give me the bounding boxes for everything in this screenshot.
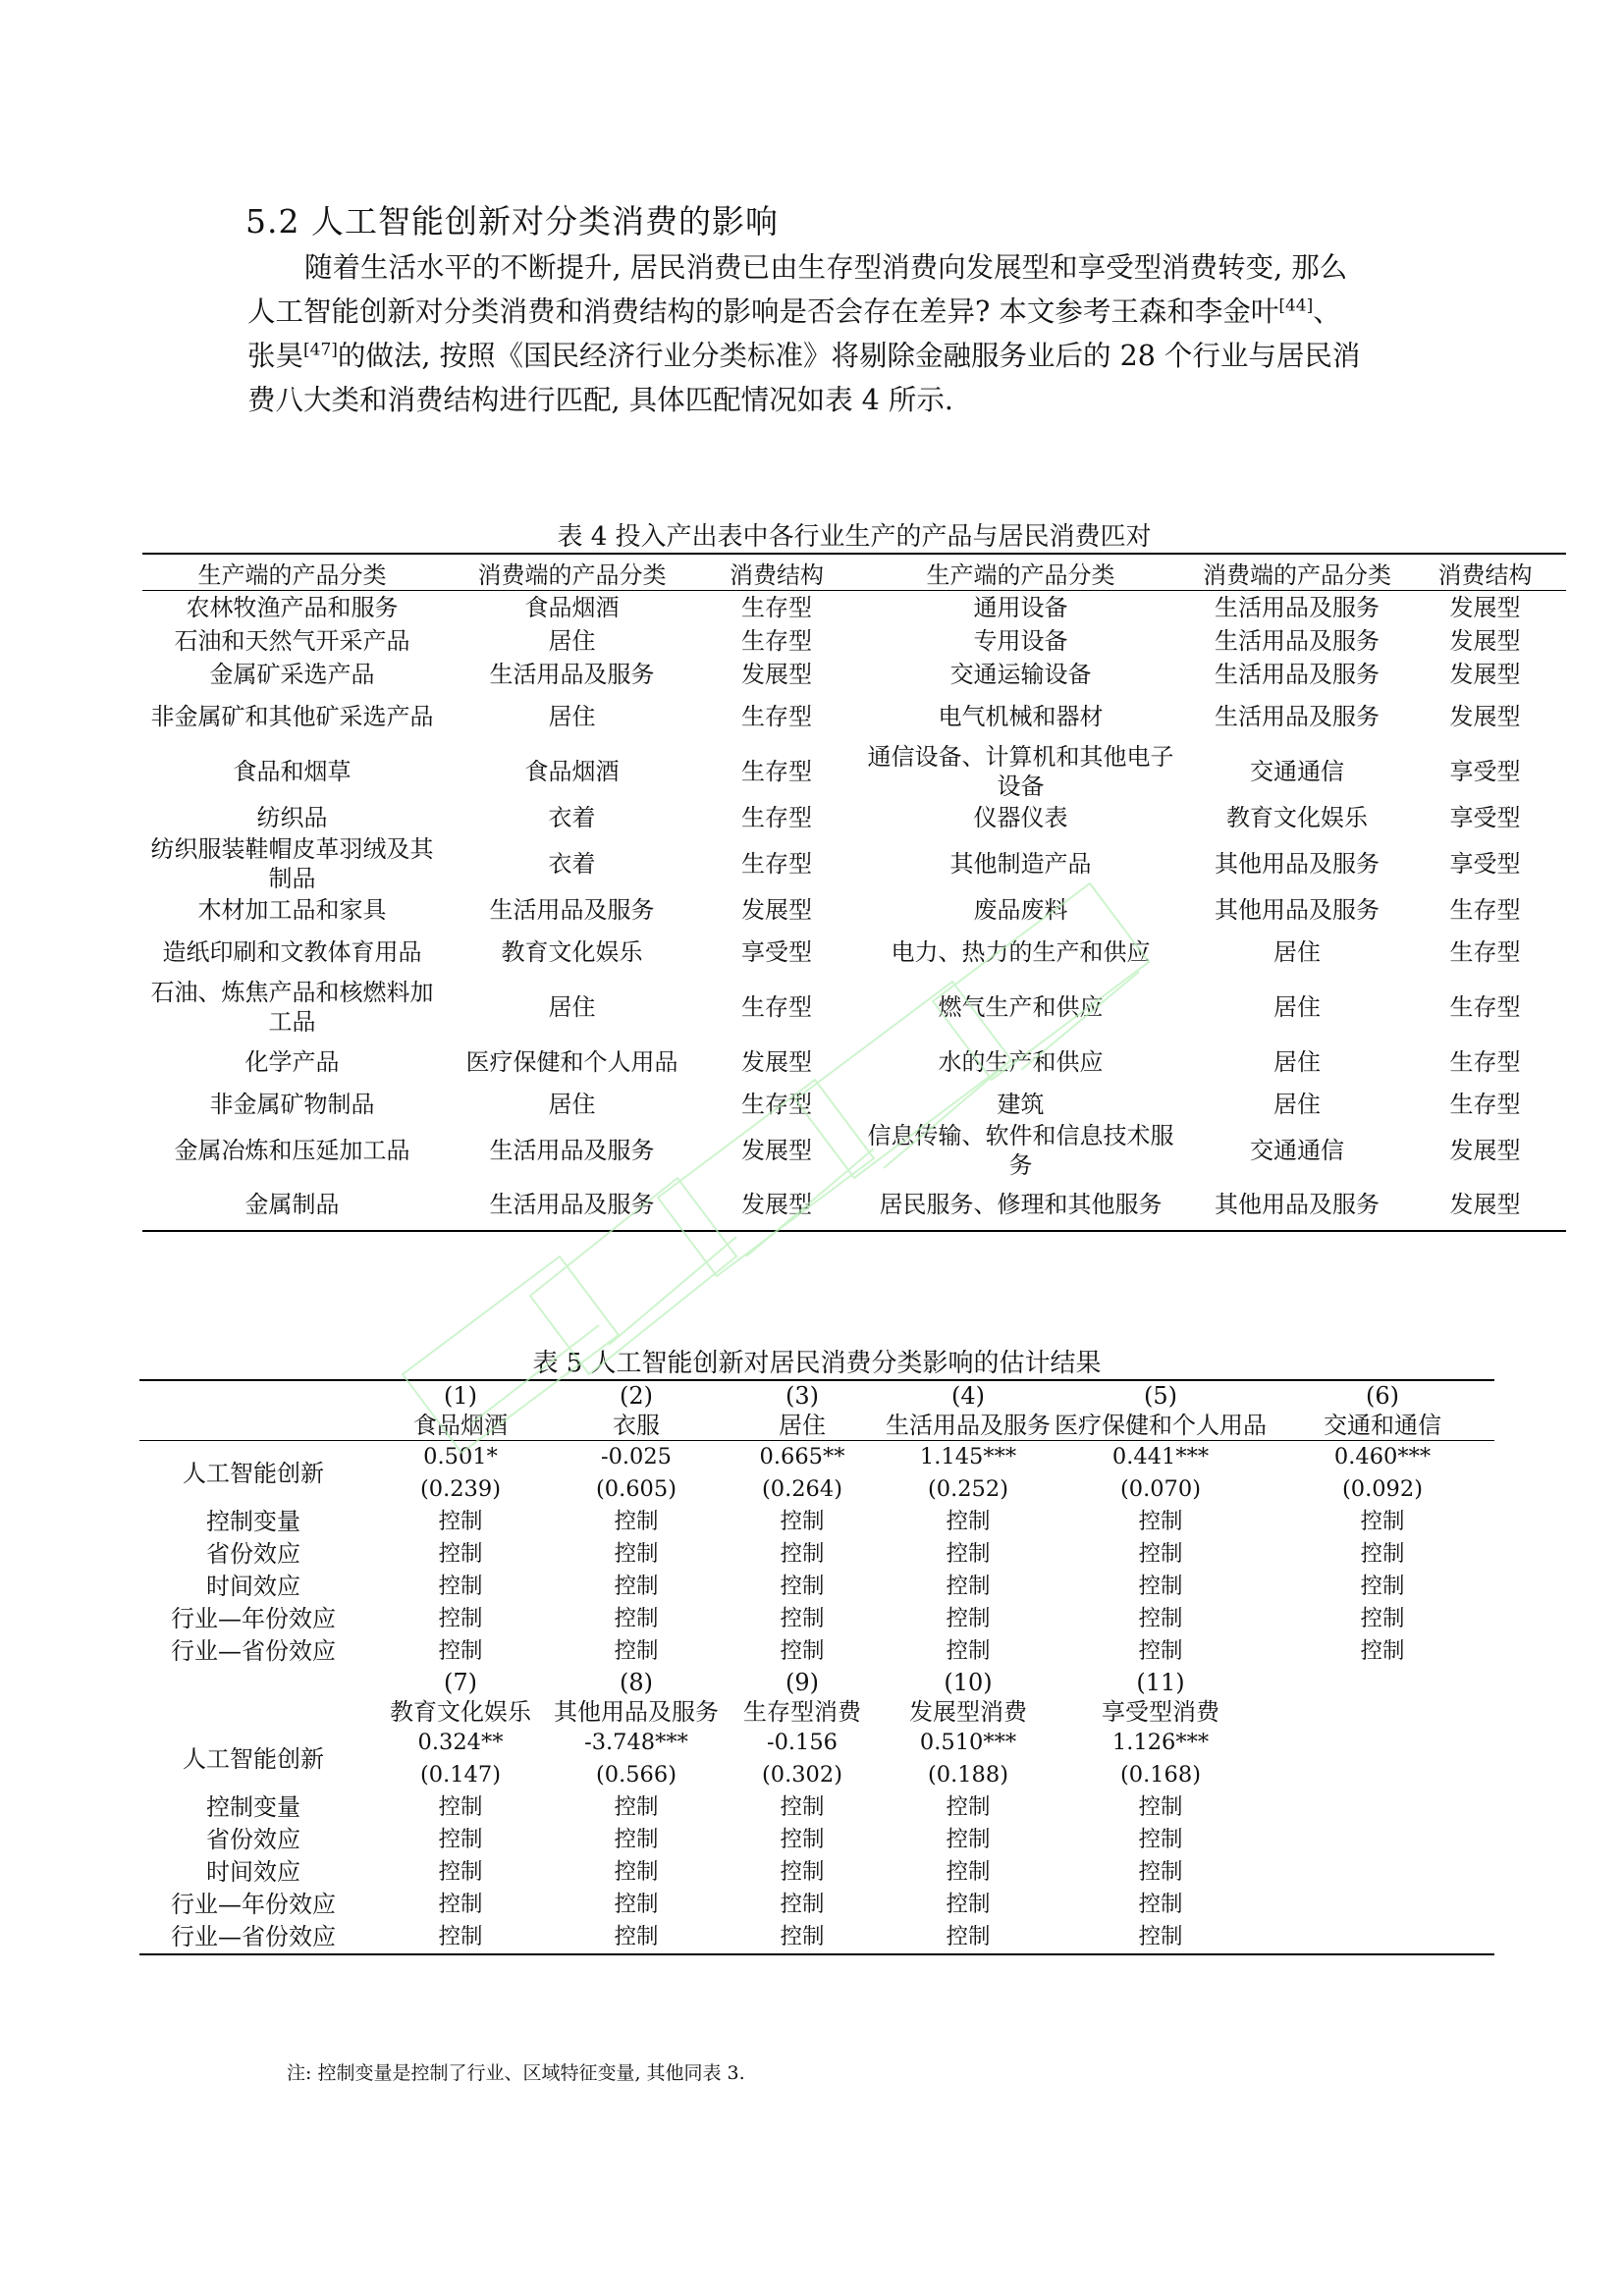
table4-cell: 纺织品 [256,803,328,831]
table5-coef: -0.025 [600,1444,672,1469]
table5-label: 行业—年份效应 [171,1891,336,1918]
table4-cell: 水的生产和供应 [938,1047,1104,1076]
paragraph-line [247,290,1341,330]
table4-cell: 发展型 [1449,593,1521,621]
table5-control-row [139,1921,1494,1954]
table5-label [139,1668,367,1697]
paragraph-text: 人工智能创新对分类消费和消费结构的影响是否会存在差异? 本文参考王森和李金叶 [247,295,1279,328]
table4-header: 生产端的产品分类 [142,554,442,591]
table5-colname: 生活用品及服务 [886,1412,1051,1439]
table5-control-value: 控制 [1360,1509,1405,1534]
table5-colnum: (8) [620,1669,653,1696]
paragraph-line: 随着生活水平的不断提升, 居民消费已由生存型消费向发展型和享受型消费转变, 那么 [304,251,1348,284]
table5-se: (0.264) [762,1476,842,1502]
table4-cell: 居住 [548,626,596,655]
table5-label: 行业—年份效应 [171,1605,336,1632]
table4-cell: 交通通信 [1250,1136,1344,1164]
table4-cell: 信息传输、软件和信息技术服务 [867,1121,1174,1179]
table5-control-value: 控制 [614,1541,659,1567]
table4-cell: 享受型 [741,937,812,966]
table5-label [139,1697,367,1727]
table4-cell: 生存型 [741,626,812,655]
table5-control-value: 控制 [1360,1638,1405,1664]
table5-control-row [139,1856,1494,1889]
table5-control-value: 控制 [554,1921,719,1954]
table5-se: (0.302) [762,1762,842,1788]
table5-colnum: (7) [444,1669,477,1696]
table4-row [142,658,1566,691]
table5-control-row [139,1603,1494,1635]
table5-control-value: 控制 [780,1574,825,1599]
table4-cell: 生活用品及服务 [442,1180,702,1231]
table5-control-value: 控制 [946,1541,991,1567]
table4-header: 消费结构 [1404,554,1566,591]
table5-label: 控制变量 [206,1793,300,1821]
table4-cell: 发展型 [741,895,812,924]
table5-coef: -3.748*** [584,1730,688,1755]
table5 [139,1379,1494,1955]
table4-cell: 生存型 [1449,1047,1521,1076]
table5-se: (0.252) [928,1476,1008,1502]
table4-cell: 生存型 [741,992,812,1021]
table4-cell: 其他制造产品 [949,849,1092,878]
table4-cell: 生存型 [741,803,812,831]
table5-se: (0.188) [928,1762,1008,1788]
table5-colnum: (9) [785,1669,819,1696]
table5-label: 时间效应 [206,1573,300,1600]
table5-control-value: 控制 [780,1794,825,1820]
table5-label: 省份效应 [206,1540,300,1568]
table5-control-value: 控制 [1138,1892,1183,1917]
table5-coef: 1.145*** [919,1444,1017,1469]
table5-colname: 生存型消费 [743,1698,861,1726]
table5-control-value: 控制 [614,1892,659,1917]
table4-row [142,591,1566,624]
table5-control-value: 控制 [438,1827,483,1852]
table5-colnum: (6) [1271,1380,1494,1411]
table4-cell: 发展型 [741,1136,812,1164]
table5-control-value: 控制 [780,1638,825,1664]
table5-control-row [139,1791,1494,1824]
table5-se: (0.147) [420,1762,501,1788]
table5-colname: 其他用品及服务 [554,1698,719,1726]
table5-control-value: 控制 [946,1794,991,1820]
paragraph-text: 、 [1313,295,1341,328]
table5-coef-row [139,1441,1494,1474]
table5-se: (0.605) [596,1476,677,1502]
table5-control-value: 控制 [614,1859,659,1885]
table5-control-value: 控制 [780,1606,825,1631]
table5-control-value: 控制 [367,1921,554,1954]
table4-cell: 非金属矿物制品 [209,1090,375,1118]
table4-cell: 食品和烟草 [233,757,352,785]
table5-label [139,1411,367,1441]
table5-colnum: (5) [1051,1380,1271,1411]
paragraph-line [247,334,1360,374]
table5-colname: 食品烟酒 [367,1411,554,1441]
table5-control-value: 控制 [614,1509,659,1534]
table4-cell: 生存型 [741,849,812,878]
table4-cell: 纺织服装鞋帽皮革羽绒及其制品 [150,834,434,892]
table5-control-value: 控制 [780,1541,825,1567]
table4-row [142,742,1566,801]
table4-row [142,834,1566,893]
table5-note: 注: 控制变量是控制了行业、区域特征变量, 其他同表 3. [287,2062,745,2084]
table4-cell: 教育文化娱乐 [1226,803,1368,831]
table5-label: 人工智能创新 [183,1459,324,1487]
table4-cell: 享受型 [1449,757,1521,785]
table5-se: (0.239) [420,1476,501,1502]
table4-cell: 衣着 [548,849,596,878]
table4-cell: 发展型 [1449,702,1521,730]
table5-control-value: 控制 [438,1509,483,1534]
table4-cell: 仪器仪表 [973,803,1068,831]
table5-colname: 教育文化娱乐 [390,1698,531,1726]
table5-control-value: 控制 [438,1541,483,1567]
table5-control-value: 控制 [614,1574,659,1599]
table4-cell: 其他用品及服务 [1215,849,1380,878]
table5-colnum: (1) [367,1380,554,1411]
table5-label [139,1380,367,1411]
table5-coef-row [139,1727,1494,1759]
table4-header-row [142,554,1566,591]
table5-control-value: 控制 [1138,1638,1183,1664]
table5-colname: 享受型消费 [1102,1698,1219,1726]
table5-control-value [1271,1889,1494,1921]
table4-cell: 交通运输设备 [949,660,1092,688]
table5-control-value: 控制 [438,1638,483,1664]
table4-row [142,1121,1566,1180]
table5-caption: 表 5 人工智能创新对居民消费分类影响的估计结果 [532,1349,1102,1378]
table4-cell: 专用设备 [973,626,1068,655]
table4-header: 消费端的产品分类 [442,554,702,591]
table4-cell: 发展型 [702,1180,851,1231]
table5-control-value: 控制 [614,1827,659,1852]
table5-colnum: (4) [886,1380,1051,1411]
table4-cell: 居民服务、修理和其他服务 [851,1180,1190,1231]
table5-control-value: 控制 [1138,1606,1183,1631]
table5-control-value: 控制 [946,1859,991,1885]
table4-row [142,1180,1566,1231]
table5-control-value [1271,1921,1494,1954]
table5-colnum: (10) [944,1669,993,1696]
table5-control-value: 控制 [438,1606,483,1631]
table4-cell: 生存型 [1449,992,1521,1021]
table4-row [142,927,1566,978]
table5-label: 时间效应 [206,1858,300,1886]
table4-cell: 生存型 [741,1090,812,1118]
table5-control-value [1271,1824,1494,1856]
table4-row [142,801,1566,834]
table5-se: (0.566) [596,1762,677,1788]
table4-cell: 燃气生产和供应 [938,992,1104,1021]
table5-control-row [139,1635,1494,1668]
table5-control-value: 控制 [1360,1541,1405,1567]
table5-colnum: (3) [719,1380,886,1411]
table4-cell: 生活用品及服务 [1215,660,1380,688]
table4-header: 生产端的产品分类 [851,554,1190,591]
table5-se: (0.092) [1342,1476,1423,1502]
table4-row [142,624,1566,658]
table4-cell: 享受型 [1449,849,1521,878]
table5-coef: 0.501* [423,1444,498,1469]
table5-label: 人工智能创新 [183,1744,324,1773]
paragraph-line: 费八大类和消费结构进行匹配, 具体匹配情况如表 4 所示. [247,384,953,416]
table5-control-value: 控制 [438,1574,483,1599]
table4-header: 消费端的产品分类 [1190,554,1404,591]
table4-cell: 化学产品 [244,1047,340,1076]
table5-control-value: 控制 [614,1794,659,1820]
table5-control-value: 控制 [614,1606,659,1631]
table5-coef: 1.126*** [1111,1730,1210,1755]
table4-cell: 石油、炼焦产品和核燃料加工品 [150,978,434,1036]
citation-ref[interactable]: [44] [1278,295,1314,316]
table5-label: 控制变量 [206,1508,300,1535]
table4-cell: 发展型 [1449,1136,1521,1164]
citation-ref[interactable]: [47] [303,340,338,360]
table4-cell: 通信设备、计算机和其他电子设备 [867,742,1174,800]
table4-row [142,1088,1566,1121]
table5-control-value: 控制 [946,1638,991,1664]
table5-coef: 0.441*** [1111,1444,1210,1469]
table5-coef: 0.460*** [1333,1444,1432,1469]
table5-control-value: 控制 [1138,1794,1183,1820]
table4-cell: 居住 [548,992,596,1021]
table5-control-value [1271,1791,1494,1824]
table4-cell: 废品废料 [973,895,1068,924]
table5-control-value: 控制 [1138,1509,1183,1534]
table5-label: 行业—省份效应 [139,1921,367,1954]
table4-cell: 金属矿采选产品 [209,660,375,688]
table5-control-row [139,1889,1494,1921]
table4-cell: 生活用品及服务 [1215,702,1380,730]
table5-control-value: 控制 [946,1892,991,1917]
table5-control-value: 控制 [780,1859,825,1885]
table4-cell: 金属制品 [142,1180,442,1231]
table5-control-value: 控制 [438,1794,483,1820]
table4-cell: 电气机械和器材 [938,702,1104,730]
table4-header: 消费结构 [702,554,851,591]
table4-cell: 生存型 [741,757,812,785]
table5-coef [1271,1727,1494,1759]
table4-cell: 居住 [1273,1047,1321,1076]
table4-cell: 通用设备 [973,593,1068,621]
table4-row [142,691,1566,742]
table5-control-value: 控制 [719,1921,886,1954]
table5-colname [1271,1697,1494,1727]
table5-control-value: 控制 [1360,1574,1405,1599]
table5-coef: 0.665** [759,1444,845,1469]
table5-label: 省份效应 [206,1826,300,1853]
paragraph-text: 的做法, 按照《国民经济行业分类标准》将剔除金融服务业后的 28 个行业与居民消 [337,340,1361,372]
table4-cell: 发展型 [1404,1180,1566,1231]
table5-colnum: (2) [554,1380,719,1411]
table5-colname: 衣服 [554,1411,719,1441]
table4-cell: 生存型 [1449,895,1521,924]
table4-cell: 生活用品及服务 [489,1136,655,1164]
table5-colname: 居住 [719,1411,886,1441]
table4-cell: 发展型 [1449,626,1521,655]
table4-cell: 木材加工品和家具 [197,895,387,924]
paragraph-text: 张昊 [247,340,304,372]
table4-cell: 生活用品及服务 [1215,626,1380,655]
table4-cell: 教育文化娱乐 [501,937,643,966]
table4-cell: 居住 [1273,937,1321,966]
table4-caption: 表 4 投入产出表中各行业生产的产品与居民消费匹对 [557,522,1152,552]
table4-cell: 发展型 [741,1047,812,1076]
table5-control-value: 控制 [780,1827,825,1852]
table5-control-value: 控制 [1138,1574,1183,1599]
table4-cell: 医疗保健和个人用品 [465,1047,678,1076]
table5-control-row [139,1538,1494,1571]
table4-cell: 居住 [1273,1090,1321,1118]
table5-control-value: 控制 [946,1509,991,1534]
table4-cell: 石油和天然气开采产品 [174,626,410,655]
table4-cell: 非金属矿和其他矿采选产品 [150,702,434,730]
table5-control-value: 控制 [780,1509,825,1534]
table5-control-value: 控制 [438,1892,483,1917]
table4-cell: 居住 [548,1090,596,1118]
table5-control-value: 控制 [946,1606,991,1631]
table4-cell: 电力、热力的生产和供应 [891,937,1151,966]
table4-cell: 生存型 [1449,937,1521,966]
table5-colname: 医疗保健和个人用品 [1051,1411,1271,1441]
table5-coef: -0.156 [766,1730,838,1755]
table4-cell: 生活用品及服务 [489,895,655,924]
table4-cell: 生活用品及服务 [489,660,655,688]
table4-cell: 其他用品及服务 [1215,895,1380,924]
table4-cell: 造纸印刷和文教体育用品 [162,937,422,966]
table4-cell: 金属冶炼和压延加工品 [174,1136,410,1164]
table5-colnum-row [139,1380,1494,1411]
table4-cell: 生存型 [1449,1090,1521,1118]
table4-cell: 生活用品及服务 [1215,593,1380,621]
table4-cell: 享受型 [1449,803,1521,831]
table5-control-value: 控制 [438,1859,483,1885]
table5-control-value: 控制 [1138,1859,1183,1885]
table4-cell: 其他用品及服务 [1190,1180,1404,1231]
table4-cell: 食品烟酒 [524,757,620,785]
table4-cell: 居住 [1273,992,1321,1021]
table5-control-value: 控制 [886,1921,1051,1954]
table5-colname: 发展型消费 [909,1698,1027,1726]
table4 [142,553,1566,1232]
table4-cell: 发展型 [741,660,812,688]
table4-cell: 建筑 [997,1090,1045,1118]
table5-control-value: 控制 [1138,1541,1183,1567]
table5-control-row [139,1824,1494,1856]
table4-cell: 食品烟酒 [524,593,620,621]
table5-control-value: 控制 [780,1892,825,1917]
table5-colnum-row [139,1668,1494,1697]
table5-control-value: 控制 [1360,1606,1405,1631]
table5-se: (0.070) [1120,1476,1201,1502]
section-heading: 5.2 人工智能创新对分类消费的影响 [245,202,779,240]
table4-row [142,978,1566,1037]
table5-colname-row [139,1411,1494,1441]
table5-coef: 0.324** [417,1730,504,1755]
table5-colname-row [139,1697,1494,1727]
table4-cell: 居住 [548,702,596,730]
table4-cell: 农林牧渔产品和服务 [186,593,399,621]
table4-cell: 发展型 [1449,660,1521,688]
table5-control-value: 控制 [614,1638,659,1664]
table4-cell: 生存型 [741,702,812,730]
table5-coef: 0.510*** [919,1730,1017,1755]
table4-cell: 衣着 [548,803,596,831]
table5-control-value: 控制 [946,1827,991,1852]
table5-control-value: 控制 [1138,1827,1183,1852]
table5-colnum: (11) [1136,1669,1185,1696]
table5-control-row [139,1506,1494,1538]
table4-cell: 生存型 [741,593,812,621]
table5-control-value: 控制 [946,1574,991,1599]
table5-se [1271,1759,1494,1791]
table5-colname: 交通和通信 [1271,1411,1494,1441]
table5-control-value [1271,1856,1494,1889]
table4-cell: 交通通信 [1250,757,1344,785]
table5-colnum [1271,1668,1494,1697]
table4-row [142,893,1566,927]
table5-se: (0.168) [1120,1762,1201,1788]
table5-control-value: 控制 [1051,1921,1271,1954]
table5-control-row [139,1571,1494,1603]
table5-label: 行业—省份效应 [171,1637,336,1665]
table4-row [142,1037,1566,1088]
